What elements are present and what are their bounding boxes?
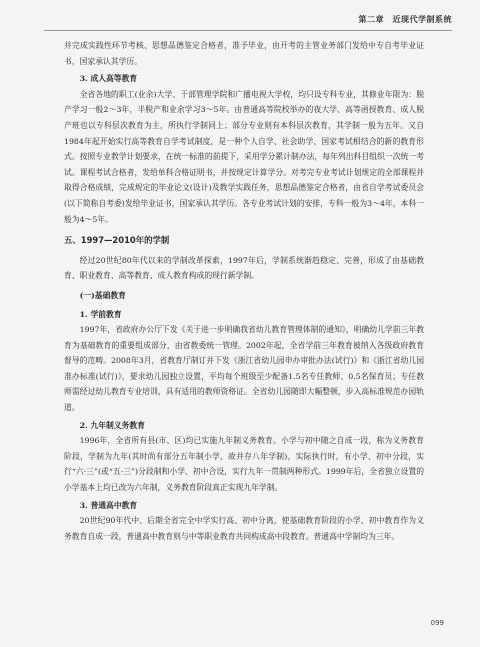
heading-compulsory: 2. 九年制义务教育 bbox=[79, 420, 146, 430]
subsection-heading-basic-education: (一)基础教育 bbox=[79, 290, 126, 300]
paragraph-preschool: 1997年，省政府办公厅下发《关于进一步明确我省幼儿教育管理体制的通知》，明确幼儿学前三年教育为基础教育的重要组成部分，由省教委统一管理。2002年起，全省学前三年教育被纳入各级政府教育督导的范畴。2008年3月，省教育厅制订并下发《浙江省幼儿园申办审批办法(试行)》和《浙江省幼儿园准办标准(试行)》，要求幼儿园独立设置，平均每个班级至少配备1.5名专任教师、0.5名保育员；专任教师需经过幼儿教育专业培训，具有适用的教师资格证。全省幼儿园随即大幅整顿，步入高标准规范办园轨道。 bbox=[64, 325, 424, 413]
paragraph-section-intro: 经过20世纪80年代以来的学制改革探索，1997年后，学制系统渐趋稳定、完善，形成了由基础教育、职业教育、高等教育、成人教育构成的现行新学制。 bbox=[64, 255, 424, 281]
running-head: 第二章 近现代学制系统 bbox=[358, 15, 452, 24]
heading-high-school: 3. 普通高中教育 bbox=[79, 500, 138, 510]
page-body bbox=[64, 38, 424, 544]
section-heading: 五、1997—2010年的学制 bbox=[64, 235, 170, 246]
paragraph-continued: 并完成实践性环节考核、思想品德鉴定合格者，准予毕业，由开考的主管业务部门发给中专自考毕业证书，国家承认其学历。 bbox=[64, 41, 424, 66]
heading-preschool: 1. 学前教育 bbox=[79, 309, 122, 319]
paragraph-compulsory: 1996年，全省所有县(市、区)均已实施九年制义务教育。小学与初中随之自成一段，称为义务教育阶段，学制为九年(其时尚有部分五年制小学，故并存八年学制)，实际执行时，有小学、初中分段，实行“六·三”(或“五·三”)分段制和小学、初中合设，实行九年一贯制两种形式。1999年后，全省独立设置的小学基本上均已改为六年制，义务教育阶段真正实现九年学制。 bbox=[64, 436, 424, 493]
paragraph-high-school: 20世纪90年代中、后期全省完全中学实行高、初中分离，使基础教育阶段的小学、初中教育作为义务教育自成一段，普通高中教育则与中等职业教育共同构成高中段教育。普通高中学制均为三年。 bbox=[64, 516, 424, 541]
page-number: 099 bbox=[430, 619, 444, 627]
header-rule bbox=[44, 30, 452, 31]
heading-adult-higher-education: 3. 成人高等教育 bbox=[79, 74, 138, 84]
paragraph-adult-education: 全省各地的职工(业余)大学、干部管理学院和广播电视大学校，均只设专科专业，其修业年限为：脱产学习一般2～3年，半脱产和业余学习3～5年。由普通高等院校举办的夜大学、高等函授教育、成人脱产班也以专科层次教育为主，所执行学制同上；部分专业则有本科层次教育，其学制一般为五年。又自1984年起开始实行高等教育自学考试制度，是一种个人自学、社会助学、国家考试相结合的新的教育形式。按照专业教学计划要求，在统一标准的前提下，采用学分累计制办法，每年列出科目组织一次统一考试。课程考试合格者，发给单科合格证明书，并按规定计算学分。对考完专业考试计划规定的全部课程并取得合格成绩，完成规定的毕业论文(设计)及教学实践任务，思想品德鉴定合格者，由省自学考试委员会(以下简称自考委)发给毕业证书，国家承认其学历。各专业考试计划的安排，专科一般为3～4年，本科一般为4～5年。 bbox=[64, 89, 424, 224]
